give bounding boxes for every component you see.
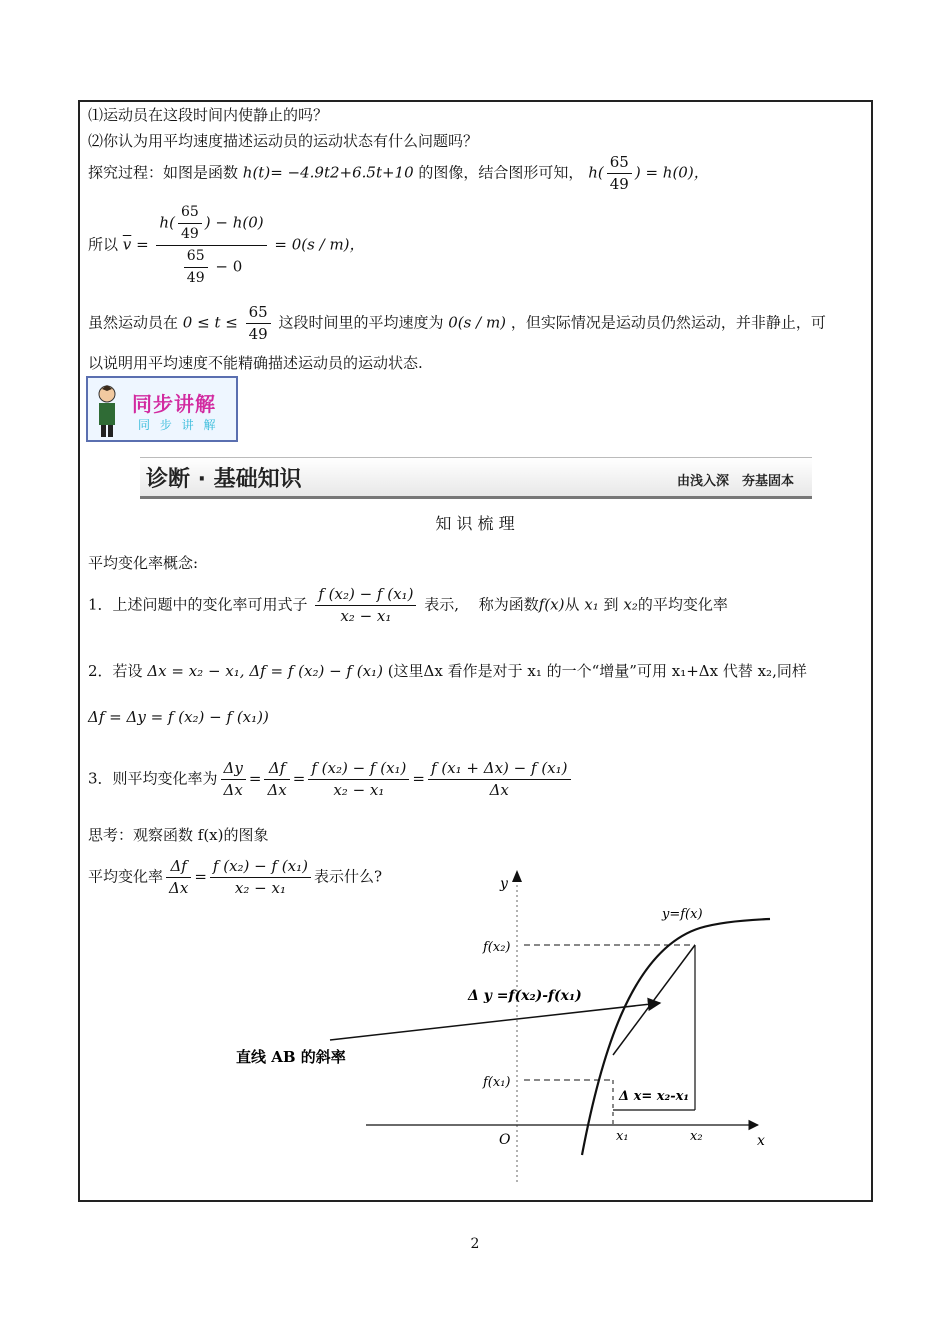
- section-title: 知 识 梳 理: [435, 514, 515, 533]
- item1-fx: f(x): [538, 595, 565, 614]
- item2-note: (这里Δx 看作是对于 x₁ 的一个“增量”可用 x₁+Δx 代替 x₂,同样: [387, 662, 807, 680]
- think-line: 思考：观察函数 f(x)的图象: [88, 826, 269, 844]
- dx: Δx: [223, 781, 243, 799]
- item1-x1: x₁: [584, 595, 599, 614]
- dq-den: x₂ − x₁: [340, 607, 392, 625]
- concept-title: 平均变化率概念:: [88, 554, 199, 572]
- slope-label: 直线 AB 的斜率: [236, 1048, 346, 1066]
- item2-prefix: 2．若设: [88, 662, 143, 680]
- frac-den-4: 49: [248, 325, 268, 343]
- conclusion: 以说明用平均速度不能精确描述运动员的运动状态.: [88, 354, 423, 372]
- minus-0: − 0: [210, 257, 243, 276]
- item1-prefix: 1．上述问题中的变化率可用式子: [88, 595, 308, 614]
- shift-num: f (x₁ + Δx) − f (x₁): [428, 758, 571, 780]
- x1-label: x₁: [616, 1129, 629, 1144]
- banner-title: 诊断 · 基础知识: [146, 467, 302, 492]
- although-val: 0(s / m): [448, 313, 507, 332]
- explore-func: h(t)= −4.9t2+6.5t+10: [242, 163, 414, 182]
- y-label: y: [500, 876, 508, 892]
- dq2-den: x₂ − x₁: [333, 781, 385, 799]
- dx-2: Δx: [267, 781, 287, 799]
- frac-den-3: 49: [186, 270, 205, 286]
- avg-end: 表示什么?: [314, 867, 383, 886]
- curve-label: y=f(x): [662, 907, 703, 922]
- banner-right: 由浅入深 夯基固本: [676, 474, 794, 489]
- frac-den-2: 49: [180, 226, 199, 242]
- frac-den: 49: [609, 175, 629, 193]
- explore-mid: 的图像，结合图形可知，: [418, 163, 584, 182]
- avg-prefix: 平均变化率: [88, 867, 164, 886]
- item2-df: Δf = f (x₂) − f (x₁): [249, 662, 383, 680]
- eq-2: =: [292, 769, 306, 788]
- explore-prefix: 探究过程：如图是函数: [88, 163, 239, 182]
- question-1: ⑴运动员在这段时间内使静止的吗？: [88, 106, 329, 124]
- delta-y-label: Δ y =f(x₂)-f(x₁): [468, 988, 582, 1004]
- v-bar: $\overline{v}$: [122, 235, 132, 254]
- item2-dx: Δx = x₂ − x₁,: [147, 662, 245, 680]
- item1-x2: x₂: [623, 595, 638, 614]
- eq-3: =: [412, 769, 425, 788]
- frac-num-3: 65: [184, 246, 208, 268]
- item2-line2-text: Δf = Δy = f (x₂) − f (x₁)): [88, 708, 269, 726]
- dq3-num: f (x₂) − f (x₁): [210, 856, 311, 878]
- dy: Δy: [221, 758, 246, 780]
- df: Δf: [264, 758, 289, 780]
- fx2-label: f(x₂): [483, 940, 511, 955]
- dq3-den: x₂ − x₁: [234, 879, 286, 897]
- frac-num-2: 65: [178, 202, 202, 224]
- eq-sign: =: [136, 235, 149, 254]
- page-number: 2: [470, 1236, 480, 1252]
- although-prefix: 虽然运动员在: [88, 313, 179, 332]
- dq2-num: f (x₂) − f (x₁): [308, 758, 409, 780]
- slope-arrow: [330, 1003, 660, 1040]
- question-2: ⑵你认为用平均速度描述运动员的运动状态有什么问题吗？: [88, 132, 479, 150]
- eq-1: =: [248, 769, 262, 788]
- although-range: 0 ≤ t ≤: [182, 313, 238, 332]
- h-label: h(: [588, 163, 604, 182]
- dq-num: f (x₂) − f (x₁): [315, 584, 416, 606]
- df-2: Δf: [166, 856, 191, 878]
- y-axis-arrow: [512, 870, 522, 882]
- badge-subtitle: 同 步 讲 解: [138, 418, 219, 432]
- so-prefix: 所以: [88, 235, 119, 254]
- curve-fx: [582, 919, 770, 1155]
- x2-label: x₂: [690, 1129, 703, 1144]
- eq-4: =: [194, 867, 207, 886]
- h-label-2: h(: [159, 213, 175, 232]
- x-label: x: [757, 1133, 765, 1149]
- minus-h0: ) − h(0): [204, 213, 264, 232]
- item3-prefix: 3．则平均变化率为: [88, 769, 218, 788]
- item1-end: 的平均变化率: [637, 595, 728, 614]
- frac-num: 65: [607, 152, 632, 174]
- item1-mid: 表示, 称为函数: [424, 595, 539, 614]
- dx-3: Δx: [169, 879, 189, 897]
- delta-x-label: Δ x= x₂-x₁: [619, 1089, 690, 1104]
- origin-label: O: [499, 1132, 511, 1148]
- although-end: ，但实际情况是运动员仍然运动，并非静止，可: [510, 313, 826, 332]
- frac-num-4: 65: [246, 302, 271, 324]
- h-eq: ) = h(0)，: [634, 163, 709, 182]
- item1-from: 从: [564, 595, 580, 614]
- badge-title: 同步讲解: [132, 392, 216, 416]
- although-mid: 这段时间里的平均速度为: [278, 313, 444, 332]
- shift-den: Δx: [489, 781, 509, 799]
- fx1-label: f(x₁): [483, 1075, 511, 1090]
- item1-to: 到: [603, 595, 619, 614]
- result-zero: = 0(s / m)，: [274, 235, 365, 254]
